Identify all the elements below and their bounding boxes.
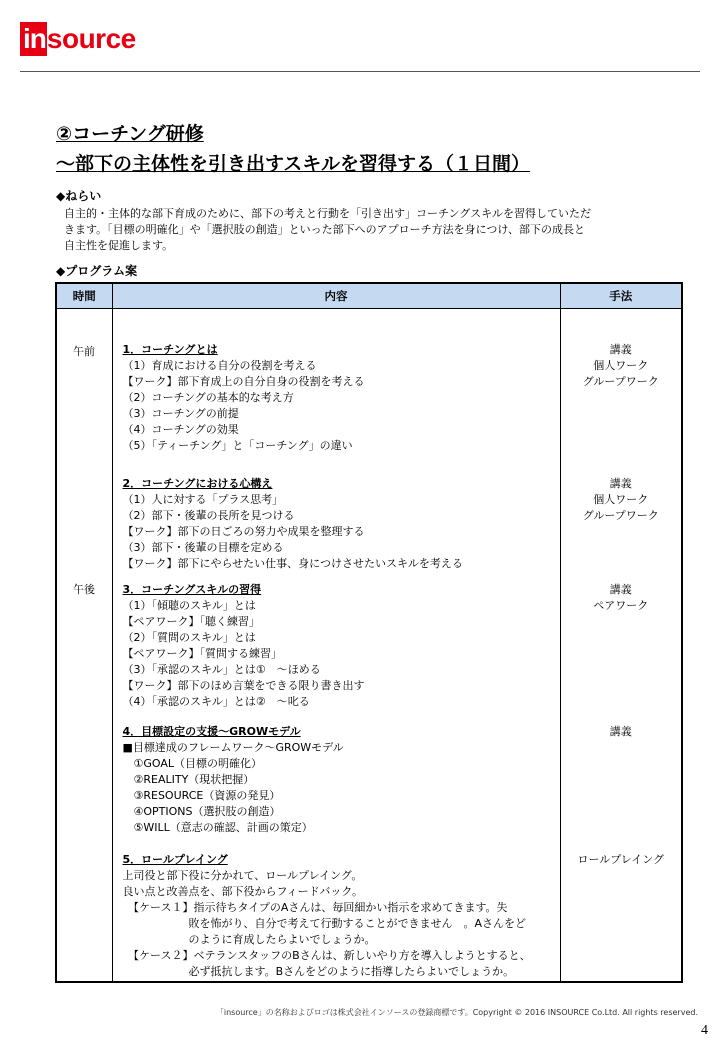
block-item: 良い点と改善点を、部下役からフィードバック。 (122, 885, 363, 898)
method-item: ペアワーク (593, 599, 649, 612)
block-item: （1）育成における自分の役割を考える (122, 359, 317, 372)
block-title: 5．ロールプレイング (122, 853, 228, 866)
block-item: （5）「ティーチング」と「コーチング」の違い (122, 439, 353, 452)
block-item: （4）コーチングの効果 (122, 423, 239, 436)
aim-line: きます。「目標の明確化」や「選択肢の創造」といった部下へのアプローチ方法を身につけ、部下の成長と (64, 223, 585, 236)
copyright-footer: 「insource」の名称およびロゴは株式会社インソースの登録商標です。Copyright © 2016 INSOURCE Co.Ltd. All rights reserved. (215, 1008, 698, 1017)
aim-line: 自主的・主体的な部下育成のために、部下の考えと行動を「引き出す」コーチングスキルを習得していただ (64, 207, 592, 220)
program-block (123, 852, 531, 980)
logo-box-text: in (20, 22, 47, 56)
method-column (560, 309, 682, 983)
block-item: 【ケース１】指示待ちタイプのAさんは、毎回細かい指示を求めてきます。失 (122, 901, 508, 914)
page-title: ②コーチング研修 (56, 123, 204, 145)
block-title: 3．コーチングスキルの習得 (122, 583, 262, 596)
header-divider (20, 71, 700, 72)
method-block (561, 342, 682, 390)
block-item: （3）部下・後輩の目標を定める (122, 541, 284, 554)
time-column (56, 309, 112, 983)
block-item: 【ワーク】部下のほめ言葉をできる限り書き出す (122, 679, 365, 692)
logo-rest-text: source (46, 23, 136, 54)
header-method: 手法 (560, 283, 682, 309)
insource-logo (20, 22, 136, 56)
block-item: 【ペアワーク】「聴く練習」 (122, 615, 260, 628)
block-item: ④OPTIONS（選択肢の創造） (122, 805, 281, 818)
block-item: （2）コーチングの基本的な考え方 (122, 391, 294, 404)
block-item: （3）「承認のスキル」とは① ～ほめる (122, 663, 321, 676)
block-item: ①GOAL（目標の明確化） (122, 757, 263, 770)
program-block (123, 724, 344, 836)
header-time: 時間 (56, 283, 112, 309)
block-item: ③RESOURCE（資源の発見） (122, 789, 281, 802)
page-subtitle: ～部下の主体性を引き出すスキルを習得する（１日間） (56, 153, 531, 175)
block-item: 必ず抵抗します。Bさんをどのように指導したらよいでしょうか。 (122, 965, 515, 978)
block-item: 【ペアワーク】「質問する練習」 (122, 647, 282, 660)
aim-heading: ◆ねらい (56, 189, 102, 203)
aim-text (64, 206, 664, 254)
block-item: （2）部下・後輩の長所を見つける (122, 509, 295, 522)
block-item: のように育成したらよいでしょうか。 (122, 933, 376, 946)
aim-line: 自主性を促進します。 (64, 239, 174, 252)
block-item: ⑤WILL（意志の確認、計画の策定） (122, 821, 313, 834)
block-title: 4．目標設定の支援～GROWモデル (122, 725, 301, 738)
program-block (123, 476, 463, 572)
block-item: （4）「承認のスキル」とは② ～叱る (122, 695, 310, 708)
method-item: 個人ワーク (593, 359, 649, 372)
method-item: ロールプレイング (577, 853, 665, 866)
block-title: 1．コーチングとは (122, 343, 218, 356)
block-item: ②REALITY（現状把握） (122, 773, 255, 786)
block-item: 【ワーク】部下育成上の自分自身の役割を考える (122, 375, 365, 388)
block-item: 敗を怖がり、自分で考えて行動することができません 。Aさんをど (122, 917, 527, 930)
block-item: 上司役と部下役に分かれて、ロールプレイング。 (122, 869, 363, 882)
method-item: 講義 (609, 583, 632, 596)
method-item: 個人ワーク (593, 493, 649, 506)
block-item: 【ワーク】部下にやらせたい仕事、身につけさせたいスキルを考える (122, 557, 463, 570)
method-block (561, 582, 682, 614)
time-morning: 午前 (73, 345, 95, 358)
program-table (55, 282, 683, 983)
page-number: 4 (701, 1023, 708, 1038)
program-heading: ◆プログラム案 (56, 264, 138, 278)
block-item: （1）「傾聴のスキル」とは (122, 599, 256, 612)
block-item: （2）「質問のスキル」とは (122, 631, 256, 644)
table-header-row (56, 283, 682, 309)
block-title: 2．コーチングにおける心構え (122, 477, 273, 490)
block-item: 【ケース２】ベテランスタッフのBさんは、新しいやり方を導入しようとすると、 (122, 949, 531, 962)
method-block (561, 724, 682, 740)
method-item: 講義 (609, 725, 632, 738)
method-block (561, 852, 682, 868)
method-item: 講義 (609, 343, 632, 356)
method-block (561, 476, 682, 524)
table-row (56, 309, 682, 983)
header-content: 内容 (112, 283, 560, 309)
time-afternoon: 午後 (73, 583, 95, 596)
program-block (123, 342, 365, 454)
content-column (112, 309, 560, 983)
method-item: 講義 (609, 477, 632, 490)
method-item: グループワーク (582, 375, 659, 388)
block-item: （1）人に対する「プラス思考」 (122, 493, 284, 506)
method-item: グループワーク (582, 509, 659, 522)
block-item: 【ワーク】部下の日ごろの努力や成果を整理する (122, 525, 365, 538)
block-item: ■目標達成のフレームワーク～GROWモデル (122, 741, 344, 754)
block-item: （3）コーチングの前提 (122, 407, 239, 420)
program-block (123, 582, 365, 710)
